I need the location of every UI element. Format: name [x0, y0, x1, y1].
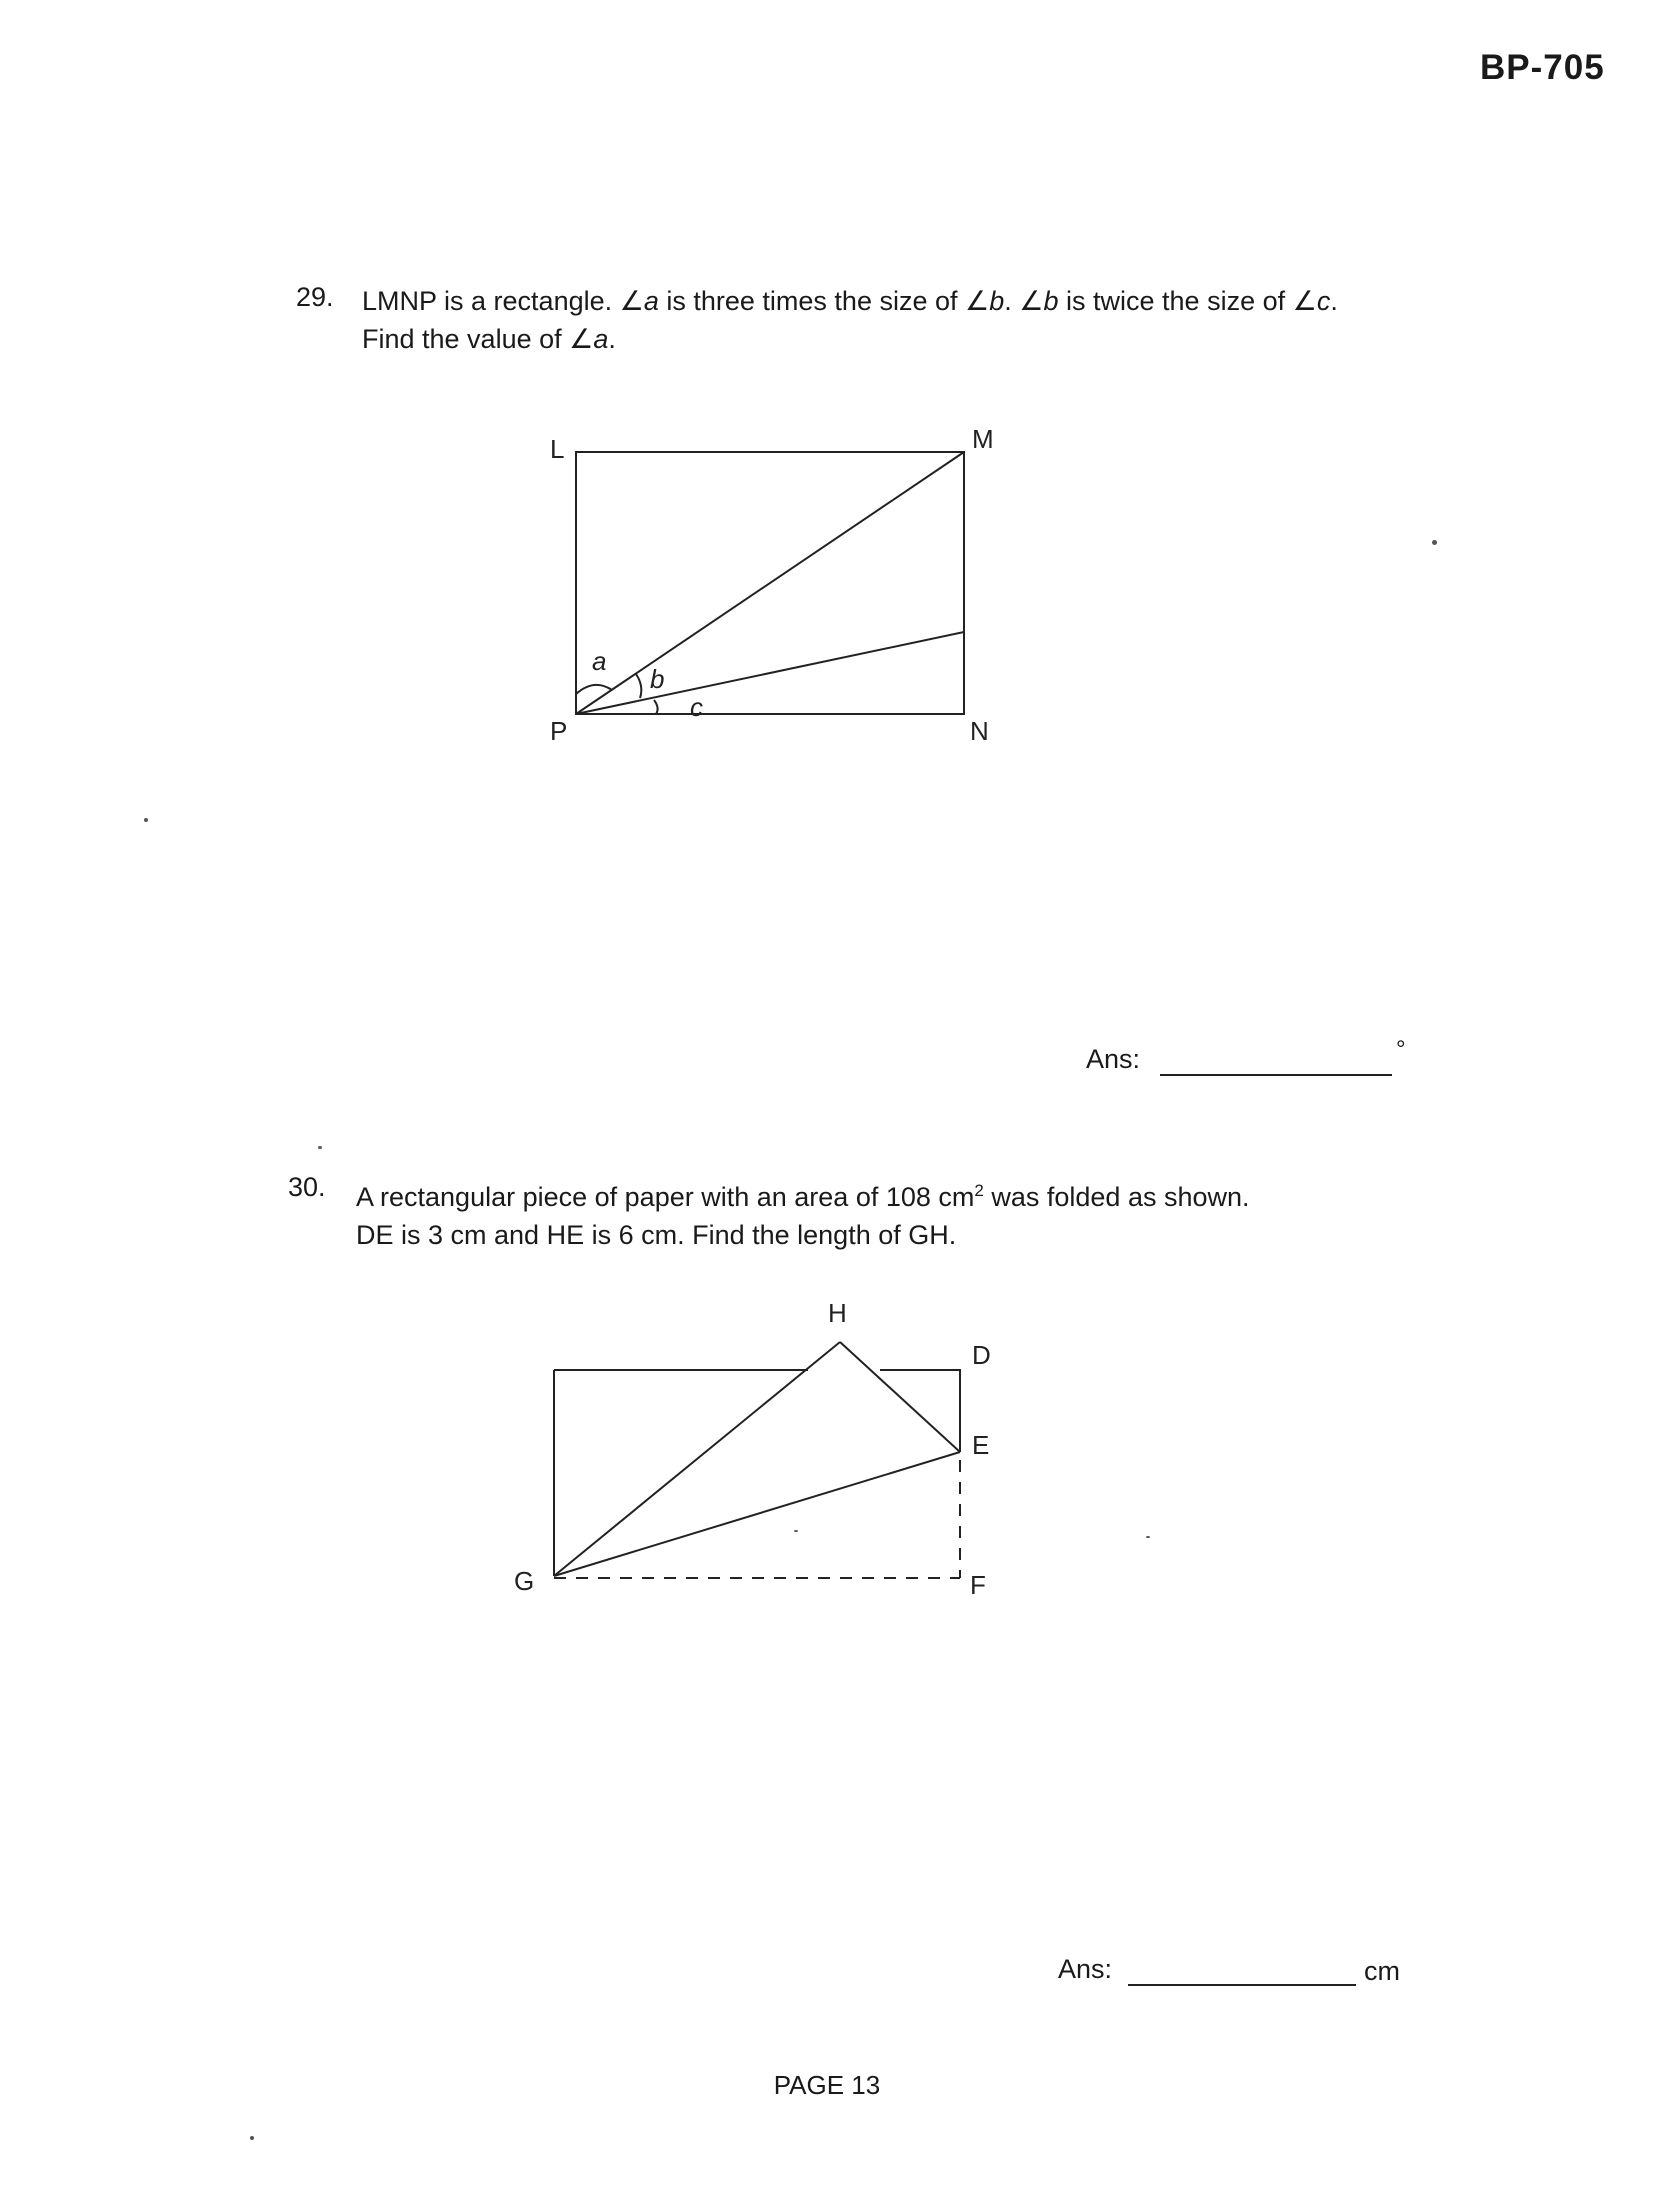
question-29-line-1: LMNP is a rectangle. ∠a is three times the size of ∠b. ∠b is twice the size of ∠c. [362, 286, 1338, 316]
question-29-number: 29. [296, 282, 334, 312]
question-30-text [356, 1172, 1506, 1254]
diagonal-pm [576, 452, 964, 714]
line-ge [554, 1452, 960, 1576]
document-code: BP-705 [1480, 48, 1605, 87]
scan-speck [1146, 1536, 1150, 1538]
point-label-l: L [550, 434, 565, 464]
point-label-p: P [550, 716, 568, 746]
question-30-answer-field[interactable] [1128, 1984, 1356, 1986]
scan-speck [144, 818, 148, 822]
point-label-f: F [970, 1570, 986, 1600]
question-30-answer-unit: cm [1364, 1956, 1400, 1986]
question-29-answer-label: Ans: [1086, 1044, 1141, 1074]
line-he [840, 1342, 960, 1452]
point-label-n: N [970, 716, 989, 746]
question-29-line-2: Find the value of ∠a. [362, 324, 616, 354]
page-number: PAGE 13 [773, 2070, 881, 2100]
scan-speck [1432, 540, 1437, 545]
angle-b-arc [636, 674, 641, 698]
angle-label-a: a [592, 646, 607, 676]
point-label-g: G [514, 1566, 535, 1596]
point-label-m: M [972, 424, 994, 454]
question-29-text [362, 282, 1512, 358]
scan-speck [250, 2136, 254, 2140]
point-label-d: D [972, 1340, 991, 1370]
line-gh [554, 1342, 840, 1576]
point-label-h: H [828, 1298, 847, 1328]
question-29-answer-unit: ° [1396, 1036, 1406, 1063]
angle-c-arc [654, 700, 658, 714]
angle-label-b: b [650, 664, 665, 694]
figure-rectangle-lmnp [530, 420, 1030, 760]
question-29-answer-field[interactable] [1160, 1074, 1392, 1076]
line-p-to-side-mn [576, 632, 964, 714]
question-30-line-2: DE is 3 cm and HE is 6 cm. Find the length of GH. [356, 1220, 957, 1250]
point-label-e: E [972, 1430, 990, 1460]
scan-speck [794, 1530, 798, 1532]
angle-label-c: c [690, 692, 703, 722]
question-30-answer-label: Ans: [1058, 1954, 1113, 1984]
scan-speck [318, 1146, 322, 1149]
figure-folded-paper [500, 1290, 1020, 1630]
question-30-line-1: A rectangular piece of paper with an area of 108 $cm^2$ was folded as shown. [356, 1181, 1250, 1212]
question-30-number: 30. [288, 1172, 326, 1202]
